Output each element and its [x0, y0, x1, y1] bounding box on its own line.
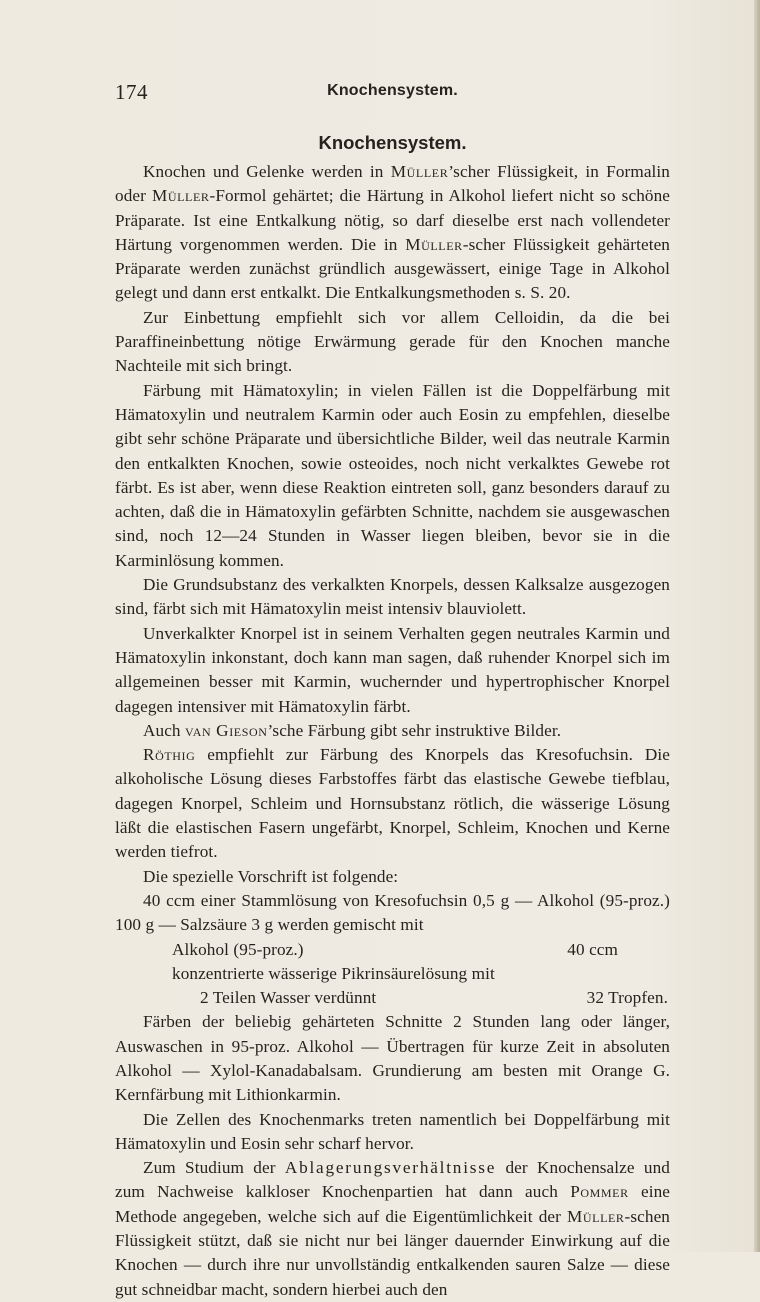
author-name: Müller [566, 1206, 625, 1226]
paragraph: Unverkalkter Knorpel ist in seinem Verhalten gegen neutrales Karmin und Hämatoxylin inkonstant, doch kann man sagen, daß ruhender Knorpel sich im allgemeinen besser mit Karmin, wuchernder und hypertrophischer Knorpel dagegen intensiver mit Hämatoxylin färbt. [115, 623, 670, 716]
spaced-term: Ablagerungsverhältnisse [284, 1158, 497, 1178]
page-edge [754, 0, 760, 1252]
recipe-ingredient: 2 Teilen Wasser verdünnt [200, 988, 377, 1008]
recipe-amount: 40 ccm [567, 939, 618, 959]
recipe-ingredient: Alkohol (95-proz.) [172, 939, 304, 959]
page-number: 174 [115, 80, 148, 104]
paragraph: Die Grundsubstanz des verkalkten Knorpels, dessen Kalksalze ausgezogen sind, färbt sich mit Hämatoxylin meist intensiv blauviolett. [115, 575, 670, 619]
recipe-amount: 32 Tropfen. [586, 988, 668, 1008]
author-name: Müller [151, 186, 210, 206]
paragraph: Die spezielle Vorschrift ist folgende: [143, 866, 399, 886]
author-name: Röthig [143, 745, 196, 765]
running-head: Knochensystem. [327, 82, 458, 99]
body-text [115, 160, 670, 1302]
paragraph: 40 ccm einer Stammlösung von Kresofuchsin 0,5 g — Alkohol (95-proz.) 100 g — Salzsäure 3 g werden gemischt mit [115, 890, 670, 935]
paragraph: Knochen und Gelenke werden in Müller’scher Flüssigkeit, in Formalin oder Müller-Formol gehärtet; die Härtung in Alkohol liefert nicht so schöne Präparate. Ist eine Entkalkung nötig, so darf dieselbe erst nach vollendeter Härtung vorgenommen werden. Die in Müller-scher Flüssigkeit gehärteten Präparate werden zunächst gründlich ausgewässert, einige Tage in Alkohol gelegt und dann erst entkalkt. Die Entkalkungsmethoden s. S. 20. [115, 162, 670, 303]
paragraph: Zur Einbettung empfiehlt sich vor allem Celloidin, da die bei Paraffineinbettung nötige Erwärmung gerade für den Knochen manche Nachteile mit sich bringt. [115, 307, 670, 376]
paragraph: Die Zellen des Knochenmarks treten namentlich bei Doppelfärbung mit Hämatoxylin und Eosin sehr scharf hervor. [115, 1109, 670, 1153]
recipe-ingredient: konzentrierte wässerige Pikrinsäurelösung mit [172, 963, 495, 983]
recipe-line [115, 986, 670, 1010]
recipe-line [115, 938, 670, 962]
section-title: Knochensystem. [318, 132, 467, 153]
paragraph: Röthig empfiehlt zur Färbung des Knorpels das Kresofuchsin. Die alkoholische Lösung dieses Farbstoffes färbt das elastische Gewebe tiefblau, dagegen Knorpel, Schleim und Hornsubstanz rötlich, die wässerige Lösung läßt die elastischen Fasern ungefärbt, Knorpel, Schleim, Knochen und Kerne werden tiefrot. [115, 745, 670, 862]
author-name: Pommer [570, 1182, 629, 1202]
recipe-line [115, 962, 670, 986]
author-name: Müller [390, 162, 449, 181]
page-header [115, 80, 670, 106]
author-name: van Gieson [185, 720, 268, 740]
author-name: Müller [405, 234, 463, 254]
paragraph: Auch van Gieson’sche Färbung gibt sehr instruktive Bilder. [143, 720, 562, 740]
paragraph: Zum Studium der Ablagerungsverhältnisse der Knochensalze und zum Nachweise kalkloser Knochenpartien hat dann auch Pommer eine Methode angegeben, welche sich auf die Eigentümlichkeit der Müller-schen Flüssigkeit stützt, daß sie nicht nur bei länger dauernder Einwirkung auf die Knochen — durch ihre nur unvollständig entkalkenden sauren Salze — diese gut schneidbar macht, sondern hierbei auch den [115, 1158, 670, 1299]
paragraph: Färben der beliebig gehärteten Schnitte 2 Stunden lang oder länger, Auswaschen in 95-proz. Alkohol — Übertragen für kurze Zeit in absoluten Alkohol — Xylol-Kanadabalsam. Grundierung am besten mit Orange G. Kernfärbung mit Lithionkarmin. [115, 1012, 670, 1105]
paragraph: Färbung mit Hämatoxylin; in vielen Fällen ist die Doppelfärbung mit Hämatoxylin und neutralem Karmin oder auch Eosin zu empfehlen, dieselbe gibt sehr schöne Präparate und übersichtliche Bilder, weil das neutrale Karmin den entkalkten Knochen, sowie osteoides, noch nicht verkalktes Gewebe rot färbt. Es ist aber, wenn diese Reaktion eintreten soll, ganz besonders darauf zu achten, daß die in Hämatoxylin gefärbten Schnitte, nachdem sie ausgewaschen sind, noch 12—24 Stunden in Wasser liegen bleiben, bevor sie in die Karminlösung kommen. [115, 380, 670, 570]
